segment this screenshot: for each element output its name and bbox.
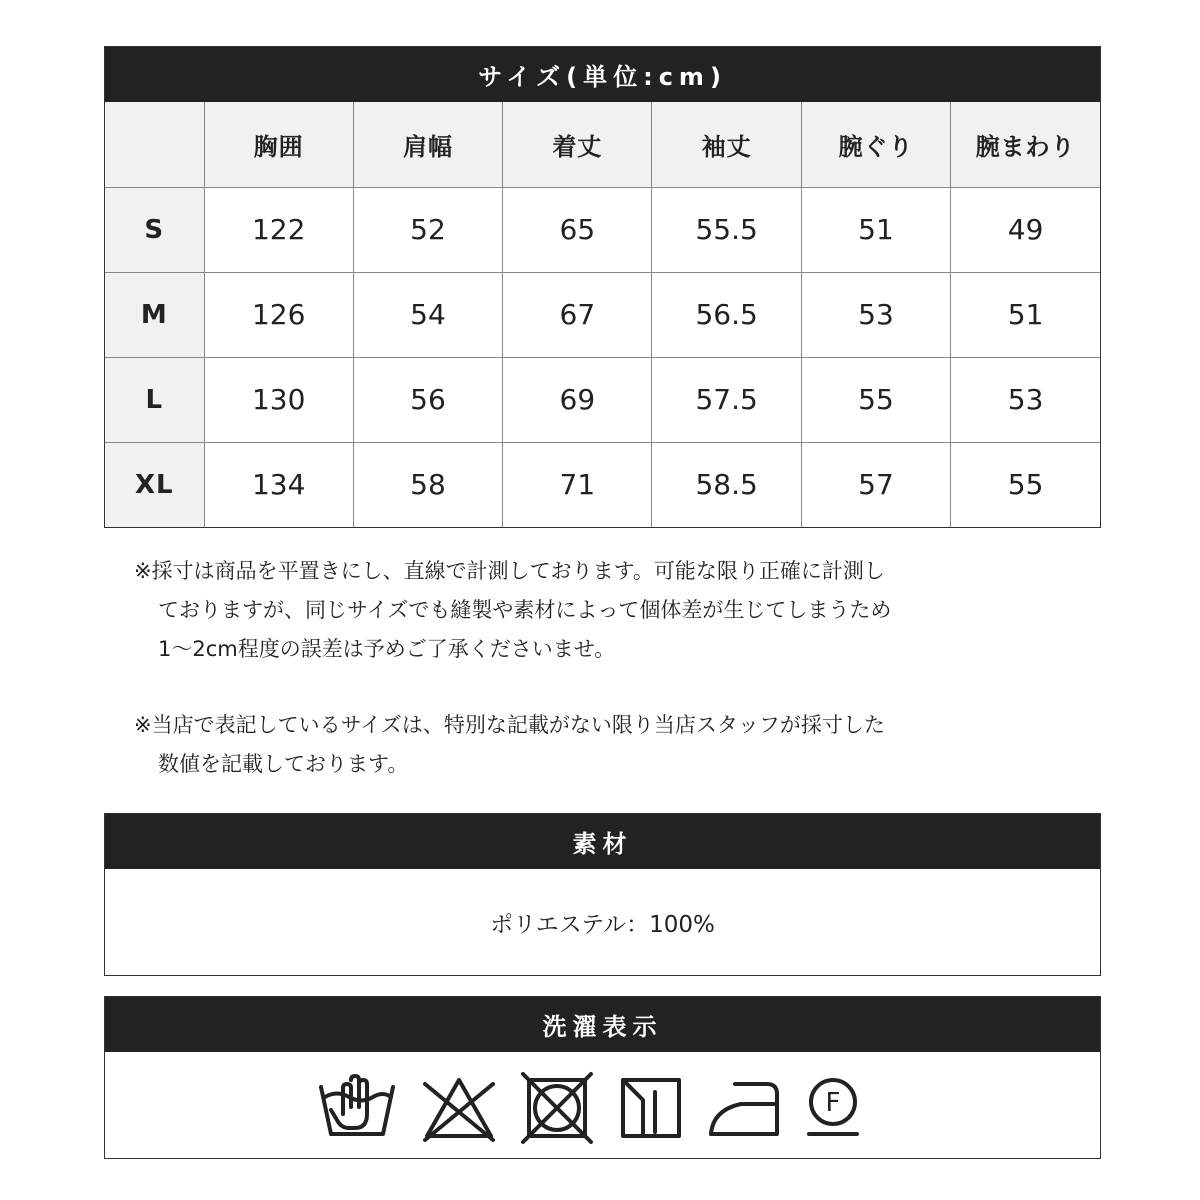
table-cell: 52 xyxy=(353,187,502,272)
table-cell: 65 xyxy=(503,187,652,272)
line-dry-shade-icon xyxy=(623,1080,679,1136)
column-header: 腕ぐり xyxy=(801,102,950,187)
measurement-note xyxy=(134,552,1034,669)
table-cell: 58 xyxy=(353,442,502,527)
table-row xyxy=(105,272,1100,357)
table-cell: 57.5 xyxy=(652,357,801,442)
note-line: 数値を記載しております。 xyxy=(158,752,409,776)
table-cell: 55.5 xyxy=(652,187,801,272)
table-cell: 56 xyxy=(353,357,502,442)
laundry-title: 洗濯表示 xyxy=(105,997,1100,1052)
table-row xyxy=(105,187,1100,272)
material-text: ポリエステル：100% xyxy=(490,911,715,938)
size-table-panel xyxy=(104,46,1101,528)
table-cell: 54 xyxy=(353,272,502,357)
table-cell: 69 xyxy=(503,357,652,442)
size-label: M xyxy=(105,272,204,357)
dry-clean-letter: F xyxy=(825,1088,840,1118)
size-label: S xyxy=(105,187,204,272)
hand-wash-icon xyxy=(321,1076,393,1134)
table-row xyxy=(105,357,1100,442)
table-cell: 71 xyxy=(503,442,652,527)
table-cell: 56.5 xyxy=(652,272,801,357)
table-cell: 134 xyxy=(204,442,353,527)
note-line: ※採寸は商品を平置きにし、直線で計測しております。可能な限り正確に計測し xyxy=(134,559,885,583)
material-panel xyxy=(104,813,1101,976)
size-note xyxy=(134,706,1034,784)
table-cell: 51 xyxy=(951,272,1100,357)
table-cell: 130 xyxy=(204,357,353,442)
table-cell: 55 xyxy=(801,357,950,442)
corner-cell xyxy=(105,102,204,187)
table-cell: 53 xyxy=(951,357,1100,442)
table-cell: 49 xyxy=(951,187,1100,272)
table-cell: 55 xyxy=(951,442,1100,527)
column-header: 肩幅 xyxy=(353,102,502,187)
note-line: 1～2cm程度の誤差は予めご了承くださいませ。 xyxy=(158,637,616,661)
laundry-symbols xyxy=(303,1052,903,1158)
table-cell: 58.5 xyxy=(652,442,801,527)
table-cell: 126 xyxy=(204,272,353,357)
table-cell: 57 xyxy=(801,442,950,527)
column-header: 着丈 xyxy=(503,102,652,187)
table-cell: 67 xyxy=(503,272,652,357)
material-title: 素材 xyxy=(105,814,1100,869)
laundry-icons xyxy=(105,1052,1100,1158)
table-cell: 53 xyxy=(801,272,950,357)
no-bleach-icon xyxy=(425,1080,493,1140)
table-cell: 122 xyxy=(204,187,353,272)
table-row xyxy=(105,442,1100,527)
iron-low-icon xyxy=(711,1084,777,1134)
laundry-panel xyxy=(104,996,1101,1159)
note-line: ※当店で表記しているサイズは、特別な記載がない限り当店スタッフが採寸した xyxy=(134,713,885,737)
size-label: XL xyxy=(105,442,204,527)
column-header: 腕まわり xyxy=(951,102,1100,187)
note-line: ておりますが、同じサイズでも縫製や素材によって個体差が生じてしまうため xyxy=(158,598,892,622)
no-tumble-dry-icon xyxy=(523,1074,591,1142)
size-label: L xyxy=(105,357,204,442)
column-header: 胸囲 xyxy=(204,102,353,187)
size-table-title: サイズ(単位:cm) xyxy=(105,47,1100,102)
size-table xyxy=(105,102,1100,527)
table-cell: 51 xyxy=(801,187,950,272)
column-header: 袖丈 xyxy=(652,102,801,187)
size-table-header-row xyxy=(105,102,1100,187)
